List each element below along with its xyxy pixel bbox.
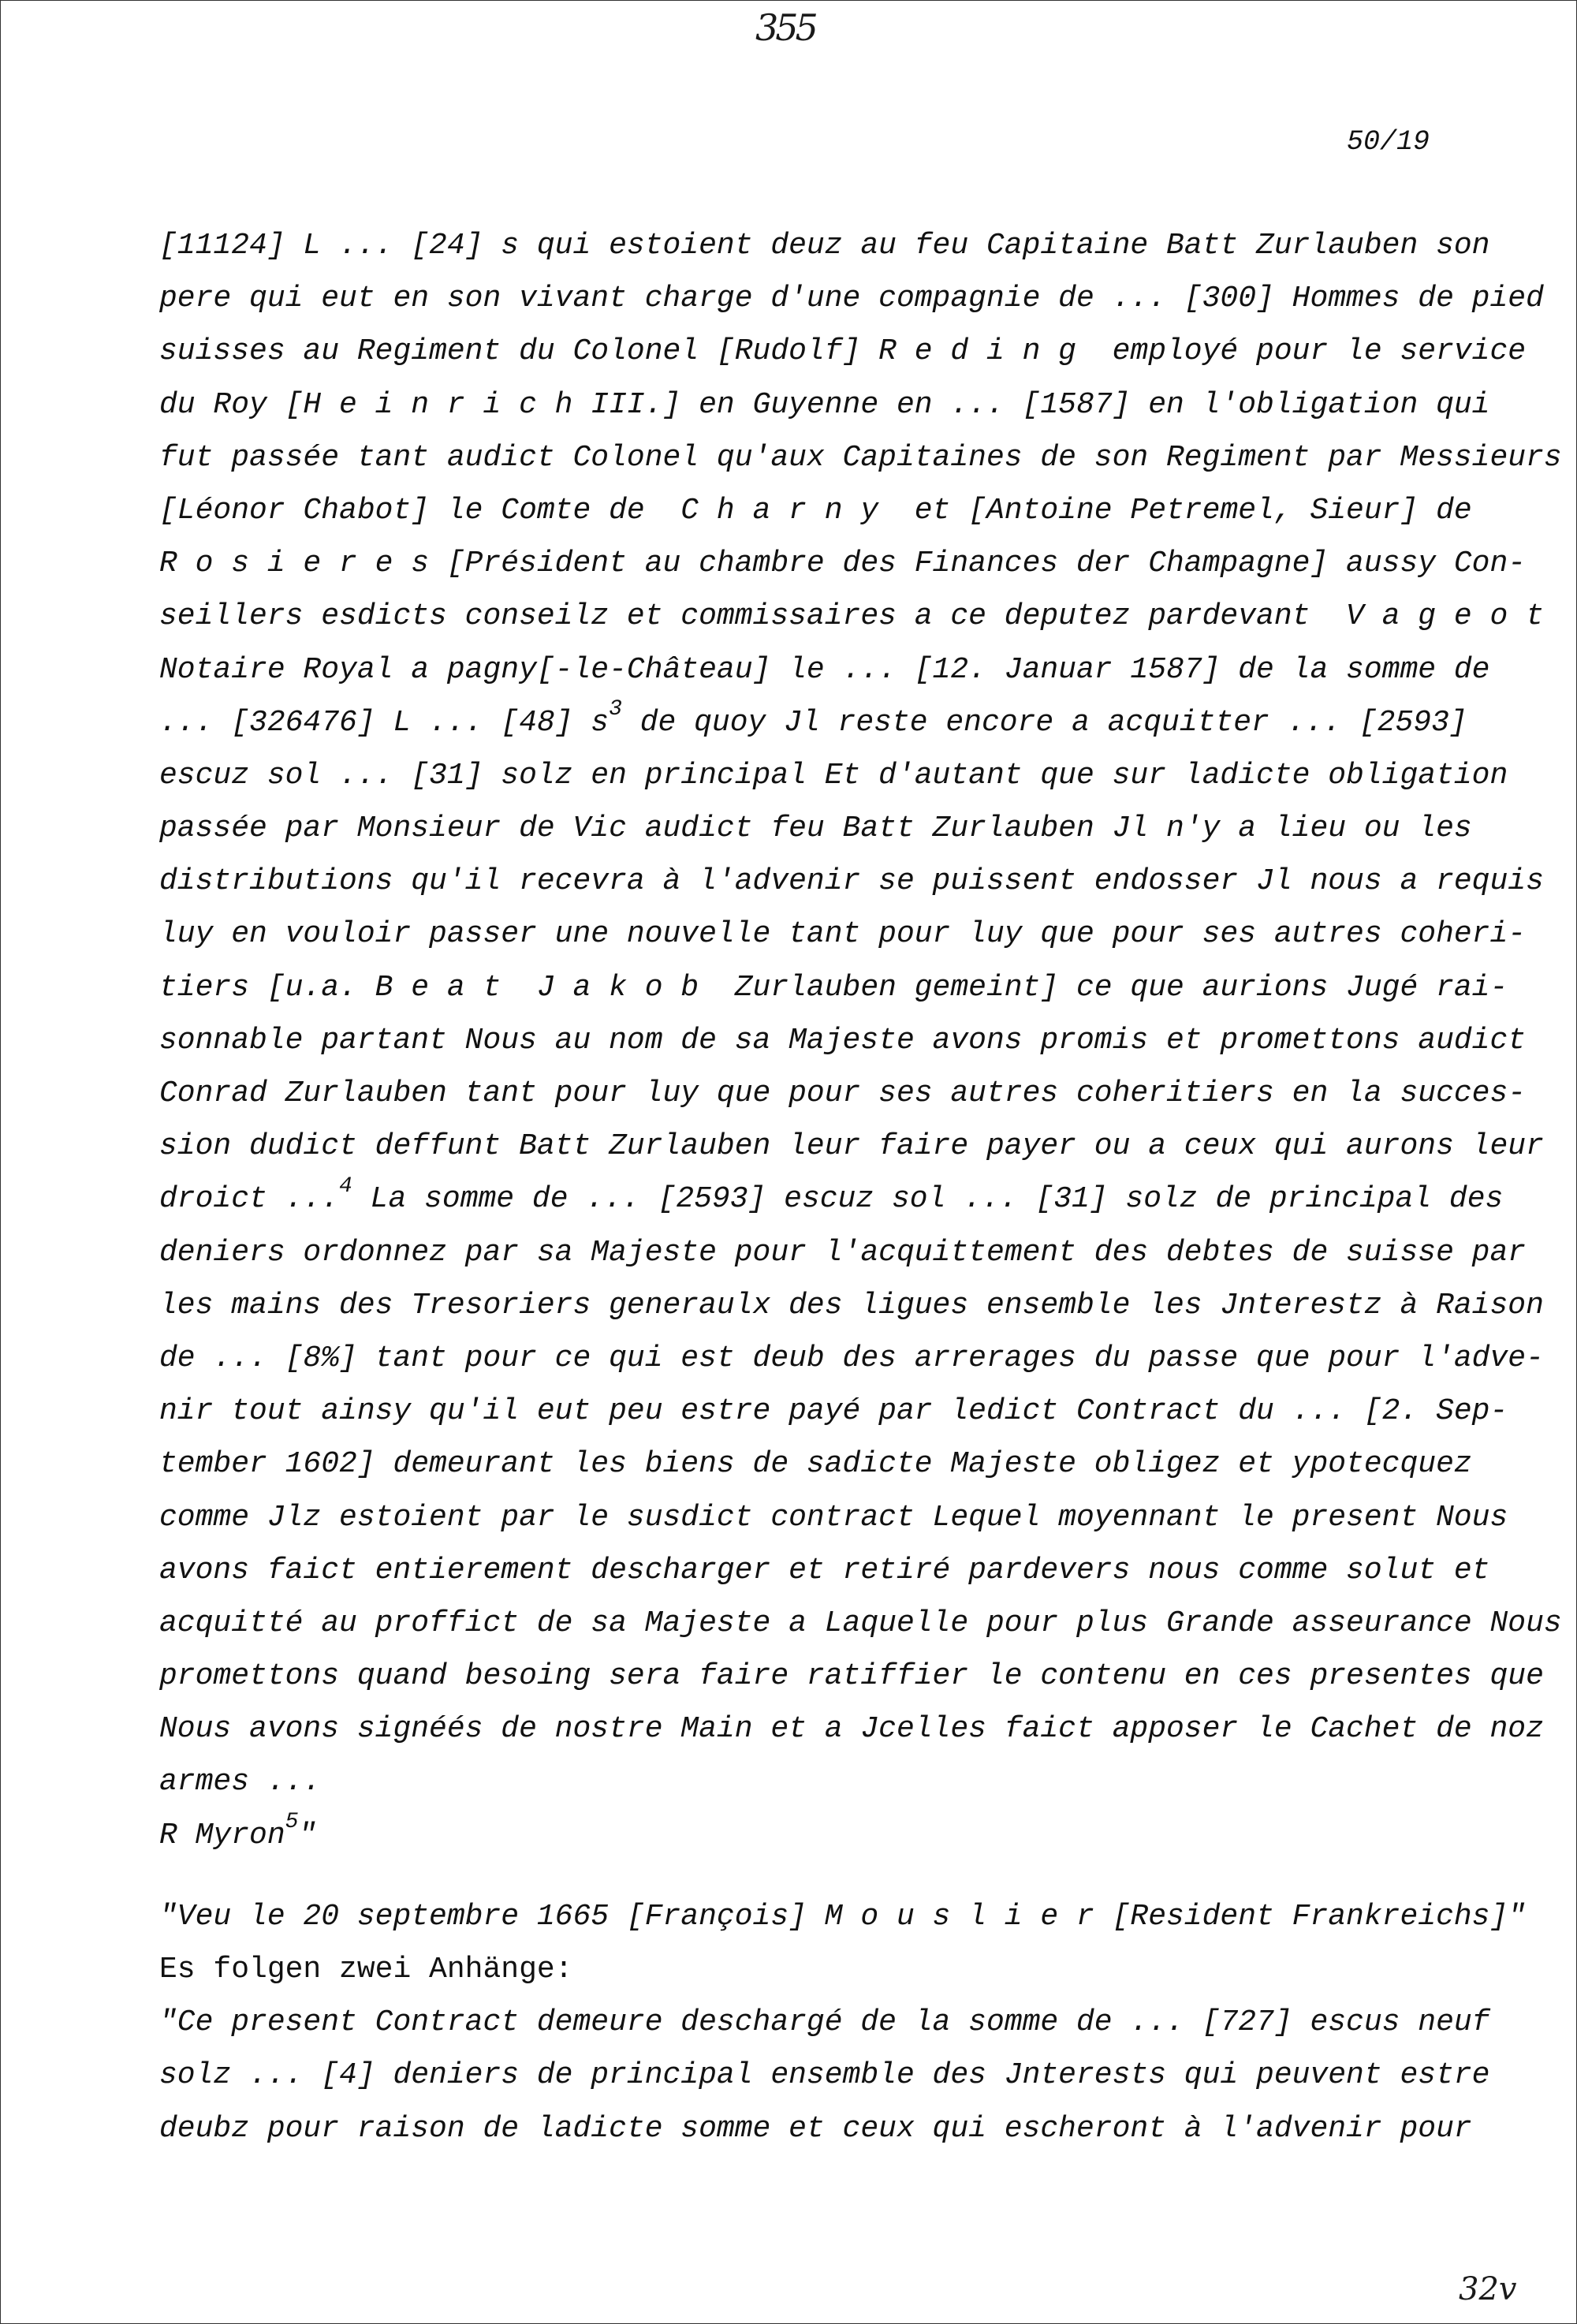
text-line: distributions qu'il recevra à l'advenir se puissent endosser Jl nous a requis: [159, 864, 1544, 899]
line-text: ... [326476] L ... [48] s: [159, 705, 610, 740]
text-line: luy en vouloir passer une nouvelle tant pour luy que pour ses autres coheri-: [159, 917, 1527, 952]
text-line-with-footnote: [159, 696, 1492, 749]
text-line: [11124] L ... [24] s qui estoient deuz au feu Capitaine Batt Zurlauben son: [159, 229, 1490, 263]
text-line: solz ... [4] deniers de principal ensemble des Jnterests qui peuvent estre: [159, 2058, 1490, 2093]
closing-quote: ": [298, 1818, 317, 1852]
text-line: [Léonor Chabot] le Comte de C h a r n y et [Antoine Petremel, Sieur] de: [159, 493, 1472, 528]
text-line: passée par Monsieur de Vic audict feu Batt Zurlauben Jl n'y a lieu ou les: [159, 811, 1472, 846]
footnote-marker: 5: [285, 1809, 299, 1834]
text-line: promettons quand besoing sera faire ratiffier le contenu en ces presentes que: [159, 1659, 1544, 1694]
spacer: [159, 1862, 1492, 1890]
document-body: [159, 219, 1562, 2155]
text-line: les mains des Tresoriers generaulx des ligues ensemble les Jnterestz à Raison: [159, 1288, 1544, 1322]
handwritten-folio-number: 355: [755, 6, 815, 49]
text-line: nir tout ainsy qu'il eut peu estre payé par ledict Contract du ... [2. Sep-: [159, 1394, 1508, 1429]
text-line: seillers esdicts conseilz et commissaires a ce deputez pardevant V a g e o t: [159, 599, 1544, 634]
text-line: R o s i e r e s [Président au chambre des Finances der Champagne] aussy Con-: [159, 546, 1527, 581]
footnote-marker: 4: [339, 1173, 352, 1199]
archive-reference: 50/19: [1347, 126, 1430, 158]
text-line: tiers [u.a. B e a t J a k o b Zurlauben gemeint] ce que aurions Jugé rai-: [159, 970, 1508, 1005]
text-line: Conrad Zurlauben tant pour luy que pour ses autres coheritiers en la succes-: [159, 1076, 1527, 1110]
text-line: fut passée tant audict Colonel qu'aux Capitaines de son Regiment par Messieurs: [159, 440, 1562, 475]
signature-line: [159, 1809, 1492, 1862]
handwritten-folio-number-bottom: 32v: [1459, 2271, 1517, 2307]
signature-name: R Myron: [159, 1818, 285, 1852]
text-line: escuz sol ... [31] solz en principal Et d'autant que sur ladicte obligation: [159, 758, 1508, 793]
text-line: armes ...: [159, 1765, 322, 1800]
text-line: sonnable partant Nous au nom de sa Majeste avons promis et promettons audict: [159, 1023, 1527, 1058]
annex-heading: Es folgen zwei Anhänge:: [159, 1953, 573, 1986]
text-line: tember 1602] demeurant les biens de sadicte Majeste obligez et ypotecquez: [159, 1447, 1472, 1482]
text-line: comme Jlz estoient par le susdict contract Lequel moyennant le present Nous: [159, 1500, 1508, 1535]
text-line: "Ce present Contract demeure deschargé de la somme de ... [727] escus neuf: [159, 2005, 1490, 2040]
text-line: deubz pour raison de ladicte somme et ceux qui escheront à l'advenir pour: [159, 2111, 1472, 2146]
text-line: Notaire Royal a pagny[-le-Château] le ... [12. Januar 1587] de la somme de: [159, 652, 1490, 687]
text-line: du Roy [H e i n r i c h III.] en Guyenne en ... [1587] en l'obligation qui: [159, 387, 1490, 422]
line-text: droict ...: [159, 1182, 340, 1217]
text-line: Nous avons signéés de nostre Main et a Jcelles faict apposer le Cachet de noz: [159, 1712, 1544, 1747]
text-line: acquitté au proffict de sa Majeste a Laquelle pour plus Grande asseurance Nous: [159, 1606, 1562, 1640]
line-text: La somme de ... [2593] escuz sol ... [31] solz de principal des: [352, 1182, 1504, 1217]
line-text: de quoy Jl reste encore a acquitter ... [2593]: [621, 705, 1467, 740]
text-line: de ... [8%] tant pour ce qui est deub des arrerages du passe que pour l'adve-: [159, 1341, 1544, 1375]
text-line: pere qui eut en son vivant charge d'une compagnie de ... [300] Hommes de pied: [159, 282, 1544, 316]
endorsement-line: "Veu le 20 septembre 1665 [François] M o u s l i e r [Resident Frankreichs]": [159, 1899, 1527, 1934]
text-line: avons faict entierement descharger et retiré pardevers nous comme solut et: [159, 1553, 1490, 1587]
text-line: deniers ordonnez par sa Majeste pour l'acquittement des debtes de suisse par: [159, 1235, 1527, 1270]
footnote-marker: 3: [609, 697, 622, 722]
text-line: sion dudict deffunt Batt Zurlauben leur faire payer ou a ceux qui aurons leur: [159, 1129, 1544, 1164]
text-line-with-footnote: [159, 1173, 1504, 1225]
text-line: suisses au Regiment du Colonel [Rudolf] R e d i n g employé pour le service: [159, 334, 1527, 369]
